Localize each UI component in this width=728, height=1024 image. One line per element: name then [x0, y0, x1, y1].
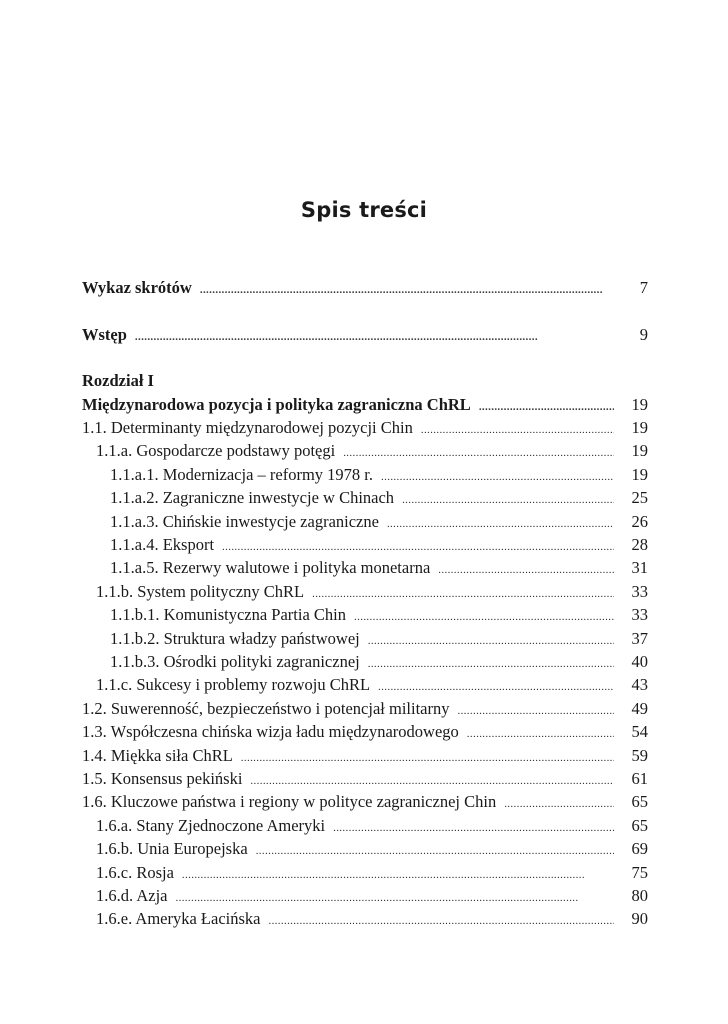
dot-leader [378, 675, 614, 699]
toc-entry-label: 1.1.b.3. Ośrodki polityki zagranicznej [110, 652, 360, 671]
toc-entry-label: 1.5. Konsensus pekiński [82, 769, 243, 788]
dot-leader [402, 488, 614, 512]
toc-entry[interactable] [82, 814, 648, 838]
dot-leader [182, 863, 614, 887]
dot-leader [457, 699, 614, 723]
toc-entry-page: 49 [631, 698, 648, 718]
dot-leader [467, 722, 614, 746]
toc-entry[interactable] [82, 486, 648, 510]
toc-entry-page: 59 [631, 745, 648, 765]
toc-entry[interactable] [82, 650, 648, 674]
toc-entry-page: 28 [631, 535, 648, 554]
toc-entry-label: 1.1.a.1. Modernizacja – reformy 1978 r. [110, 464, 374, 484]
toc-entry-label: Wstęp [82, 325, 127, 344]
dot-leader [256, 839, 614, 863]
toc-entry-label: 1.6.e. Ameryka Łacińska [96, 909, 261, 929]
dot-leader [135, 325, 614, 349]
toc-entry-label: 1.1.b. System polityczny ChRL [96, 581, 305, 601]
toc-entry[interactable] [82, 580, 648, 604]
dot-leader [222, 535, 614, 559]
dot-leader [241, 746, 614, 770]
dot-leader [176, 886, 615, 910]
dot-leader [368, 629, 614, 653]
dot-leader [387, 512, 614, 536]
toc-entry[interactable] [82, 720, 648, 744]
toc-entry[interactable] [82, 439, 648, 463]
dot-leader [268, 909, 614, 933]
toc-entry-label: Międzynarodowa pozycja i polityka zagraniczna ChRL [82, 395, 471, 414]
toc-entry-page: 75 [631, 862, 648, 882]
toc-entry-page: 25 [631, 488, 648, 508]
toc-entry-chapter-title[interactable] [82, 393, 648, 417]
toc-entry[interactable] [82, 463, 648, 487]
toc-entry-page: 40 [631, 652, 648, 671]
dot-leader [250, 769, 614, 793]
toc-entry[interactable] [82, 416, 648, 440]
toc-entry-abbreviations[interactable] [82, 276, 648, 300]
toc-entry[interactable] [82, 533, 648, 557]
toc-entry[interactable] [82, 603, 648, 627]
toc-entry-page: 69 [631, 839, 648, 859]
toc-entry-label: 1.6.b. Unia Europejska [96, 839, 248, 859]
toc-entry-label: 1.6. Kluczowe państwa i regiony w polityce zagranicznej Chin [82, 792, 497, 812]
toc-entry-page: 61 [631, 769, 648, 788]
toc-entry-label: 1.1.a.5. Rezerwy walutowe i polityka monetarna [110, 558, 431, 578]
toc-entry-page: 65 [631, 792, 648, 812]
toc-entry-page: 19 [631, 441, 648, 461]
toc-entry-page: 19 [631, 418, 648, 437]
toc-entry[interactable] [82, 884, 648, 908]
toc-entry-label: 1.1.c. Sukcesy i problemy rozwoju ChRL [96, 675, 371, 695]
toc-entry-label: 1.6.c. Rosja [96, 862, 174, 882]
toc-entry[interactable] [82, 907, 648, 931]
toc-entry-page: 65 [631, 815, 648, 835]
toc-entry-label: 1.6.d. Azja [96, 886, 168, 905]
toc-entry-label: Wykaz skrótów [82, 278, 192, 297]
toc-entry-label: 1.1.a. Gospodarcze podstawy potęgi [96, 441, 336, 461]
toc-entry-page: 7 [639, 278, 648, 297]
toc-entry-label: 1.1.b.1. Komunistyczna Partia Chin [110, 605, 347, 625]
toc-entry[interactable] [82, 744, 648, 768]
toc-entry-page: 33 [631, 581, 648, 601]
toc-entry-page: 54 [631, 722, 648, 742]
toc-entry-page: 90 [631, 909, 648, 929]
toc-entry-introduction[interactable] [82, 323, 648, 347]
toc-entry-label: 1.2. Suwerenność, bezpieczeństwo i potencjał militarny [82, 698, 450, 718]
toc-entry-label: 1.1. Determinanty międzynarodowej pozycji Chin [82, 418, 413, 437]
toc-entry-page: 80 [631, 886, 648, 905]
toc-entry-label: 1.1.a.2. Zagraniczne inwestycje w Chinach [110, 488, 395, 508]
dot-leader [438, 558, 614, 582]
toc-entry-label: 1.1.a.3. Chińskie inwestycje zagraniczne [110, 511, 379, 531]
dot-leader [421, 418, 614, 442]
toc-entry-label: 1.1.a.4. Eksport [110, 535, 215, 554]
toc-entry[interactable] [82, 767, 648, 791]
dot-leader [368, 652, 614, 676]
toc-entry[interactable] [82, 673, 648, 697]
dot-leader [504, 792, 614, 816]
dot-leader [343, 441, 614, 465]
toc-entry-label: 1.4. Miękka siła ChRL [82, 745, 233, 765]
dot-leader [200, 278, 614, 302]
toc-entry-page: 19 [631, 464, 648, 484]
toc-entry[interactable] [82, 556, 648, 580]
dot-leader [354, 605, 614, 629]
toc-entry[interactable] [82, 790, 648, 814]
toc-entry[interactable] [82, 510, 648, 534]
dot-leader [312, 582, 614, 606]
toc-entry-page: 31 [631, 558, 648, 578]
toc-entry-label: 1.1.b.2. Struktura władzy państwowej [110, 628, 360, 648]
toc-entry[interactable] [82, 627, 648, 651]
dot-leader [381, 465, 614, 489]
toc-entry-page: 9 [639, 325, 648, 344]
toc-entry-label: 1.3. Współczesna chińska wizja ładu międzynarodowego [82, 722, 459, 742]
toc-entry[interactable] [82, 697, 648, 721]
toc-entry[interactable] [82, 837, 648, 861]
dot-leader [333, 816, 614, 840]
toc-entry-page: 33 [631, 605, 648, 625]
toc-entry-label: 1.6.a. Stany Zjednoczone Ameryki [96, 815, 326, 835]
chapter-heading: Rozdział I [82, 371, 154, 390]
toc-entry-page: 43 [631, 675, 648, 695]
toc-entry-page: 19 [631, 395, 648, 414]
toc-entry-page: 37 [631, 628, 648, 648]
toc-entry-page: 26 [631, 511, 648, 531]
page-title: Spis treści [300, 198, 428, 222]
toc-entry[interactable] [82, 861, 648, 885]
